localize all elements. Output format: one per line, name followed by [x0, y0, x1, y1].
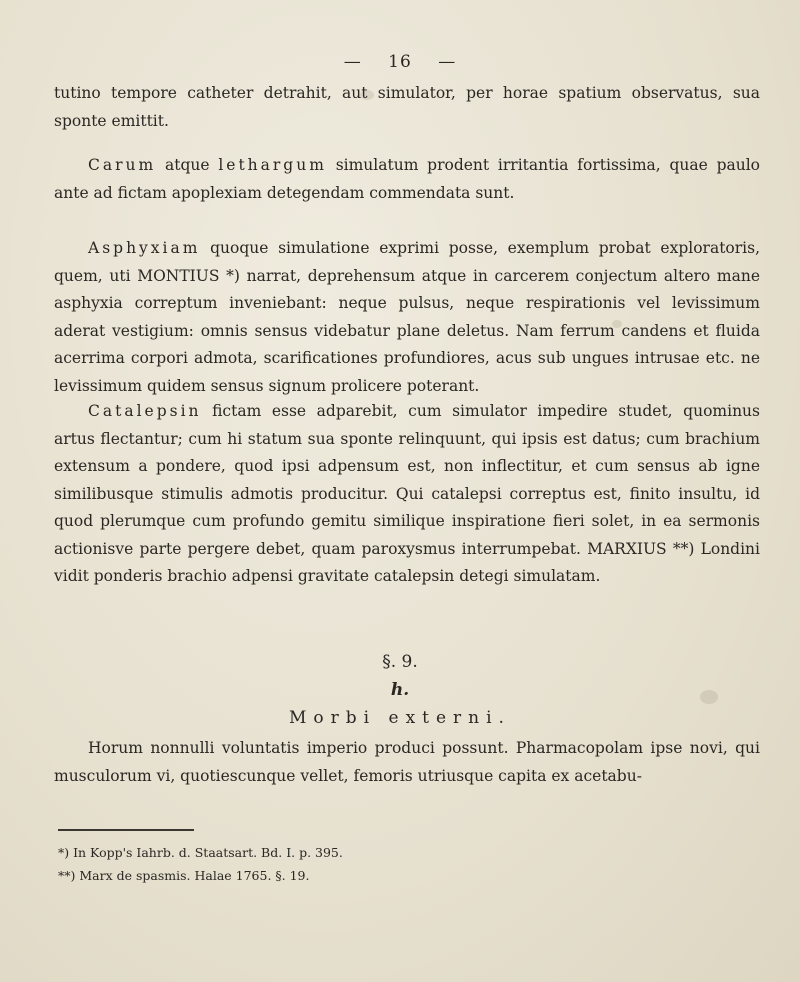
section-title: Morbi externi. — [289, 708, 511, 728]
section-letter: h. — [390, 680, 410, 700]
paragraph-text: atque — [156, 156, 219, 174]
paragraph-text: quoque simulatione exprimi posse, exemplum probat exploratoris, quem, uti — [54, 239, 760, 285]
footnote-2: **) Marx de spasmis. Halae 1765. §. 19. — [58, 868, 310, 883]
footnote-divider — [58, 829, 194, 831]
page-header — [0, 52, 800, 72]
footnote-1: *) In Kopp's Iahrb. d. Staatsart. Bd. I. p. 395. — [58, 845, 343, 860]
page-number: 16 — [388, 52, 412, 72]
paragraph-catalepsy — [54, 398, 760, 591]
section-number: §. 9. — [382, 652, 418, 672]
lead-word-lethargum: lethargum — [218, 156, 327, 174]
paragraph-continuation: tutino tempore catheter detrahit, aut simulator, per horae spatium observatus, sua sponte emittit. — [54, 84, 760, 130]
paragraph-text: **) Londini vidit ponderis brachio adpensi gravitate catalepsin detegi simulatam. — [54, 539, 760, 585]
author-name-montius: MONTIUS — [137, 266, 220, 285]
paragraph-external-diseases: Horum nonnulli voluntatis imperio produci possunt. Pharmacopolam ipse novi, qui musculorum vi, quotiescunque vellet, femoris utriusque capita ex acetabu- — [54, 739, 760, 785]
header-dash-right: — — [438, 52, 457, 72]
lead-word-asphyxiam: Asphyxiam — [88, 239, 201, 257]
paragraph-text: fictam esse adparebit, cum simulator impedire studet, quominus artus flectantur; cum hi statum sua sponte relinquunt, qui ipsis est datus; cum brachium extensum a pondere, quod ipsi adpensum est, non inflectitur, et cum sensus ab igne similibusque stimulis admotis producitur. Qui catalepsi correptus est, finito insultu, id quod plerumque cum profundo gemitu similique inspiratione fieri solet, in ea sermonis actionisve parte pergere debet, quam paroxysmus interrumpebat. — [54, 402, 760, 558]
paragraph-text: simulatum prodent irritantia fortissima, quae paulo ante ad fictam apoplexiam detegendam commendata sunt. — [54, 156, 761, 202]
paragraph-asphyxia — [54, 235, 760, 400]
paragraph-lethargy — [54, 152, 760, 207]
lead-word-carum: Carum — [88, 156, 157, 174]
paragraph-text: *) narrat, deprehensum atque in carcerem conjectum altero mane asphyxia correptum inveniebant: neque pulsus, neque respirationis vel levissimum aderat vestigium: omnis sensus videbatur plane deletus. Nam ferrum candens et fluida acerrima corpori admota, scarificationes profundiores, acus sub ungues intrusae etc. ne levissimum quidem sensus signum prolicere poterant. — [54, 266, 761, 395]
author-name-marxius: MARXIUS — [587, 539, 667, 558]
lead-word-catalepsin: Catalepsin — [88, 402, 202, 420]
header-dash-left: — — [343, 52, 362, 72]
